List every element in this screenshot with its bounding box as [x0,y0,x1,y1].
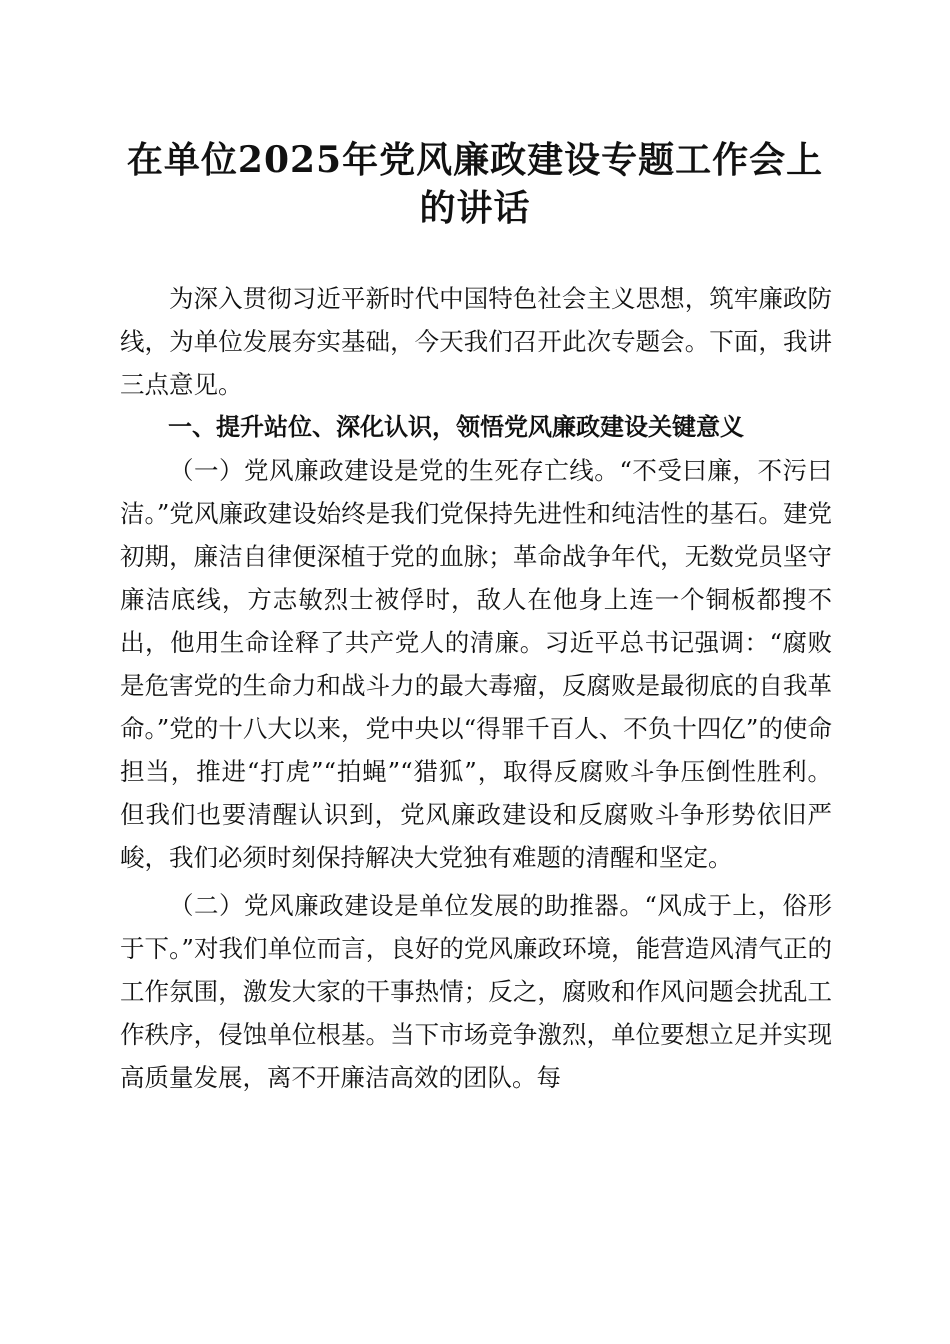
document-title: 在单位2025年党风廉政建设专题工作会上的讲话 [126,139,824,229]
subsection-paragraph-1: （一）党风廉政建设是党的生死存亡线。“不受曰廉，不污曰洁。”党风廉政建设始终是我们党保持先进性和纯洁性的基石。建党初期，廉洁自律便深植于党的血脉；革命战争年代，无数党员坚守廉洁底线，方志敏烈士被俘时，敌人在他身上连一个铜板都搜不出，他用生命诠释了共产党人的清廉。习近平总书记强调：“腐败是危害党的生命力和战斗力的最大毒瘤，反腐败是最彻底的自我革命。”党的十八大以来，党中央以“得罪千百人、不负十四亿”的使命担当，推进“打虎”“拍蝇”“猎狐”，取得反腐败斗争压倒性胜利。但我们也要清醒认识到，党风廉政建设和反腐败斗争形势依旧严峻，我们必须时刻保持解决大党独有难题的清醒和坚定。 [120,456,832,872]
intro-paragraph: 为深入贯彻习近平新时代中国特色社会主义思想，筑牢廉政防线，为单位发展夯实基础，今天我们召开此次专题会。下面，我讲三点意见。 [120,284,832,399]
section-heading-1: 一、提升站位、深化认识，领悟党风廉政建设关键意义 [168,413,744,441]
subsection-paragraph-2: （二）党风廉政建设是单位发展的助推器。“风成于上，俗形于下。”对我们单位而言，良好的党风廉政环境，能营造风清气正的工作氛围，激发大家的干事热情；反之，腐败和作风问题会扰乱工作秩序，侵蚀单位根基。当下市场竞争激烈，单位要想立足并实现高质量发展，离不开廉洁高效的团队。每 [120,891,832,1092]
document-body [120,277,832,1099]
